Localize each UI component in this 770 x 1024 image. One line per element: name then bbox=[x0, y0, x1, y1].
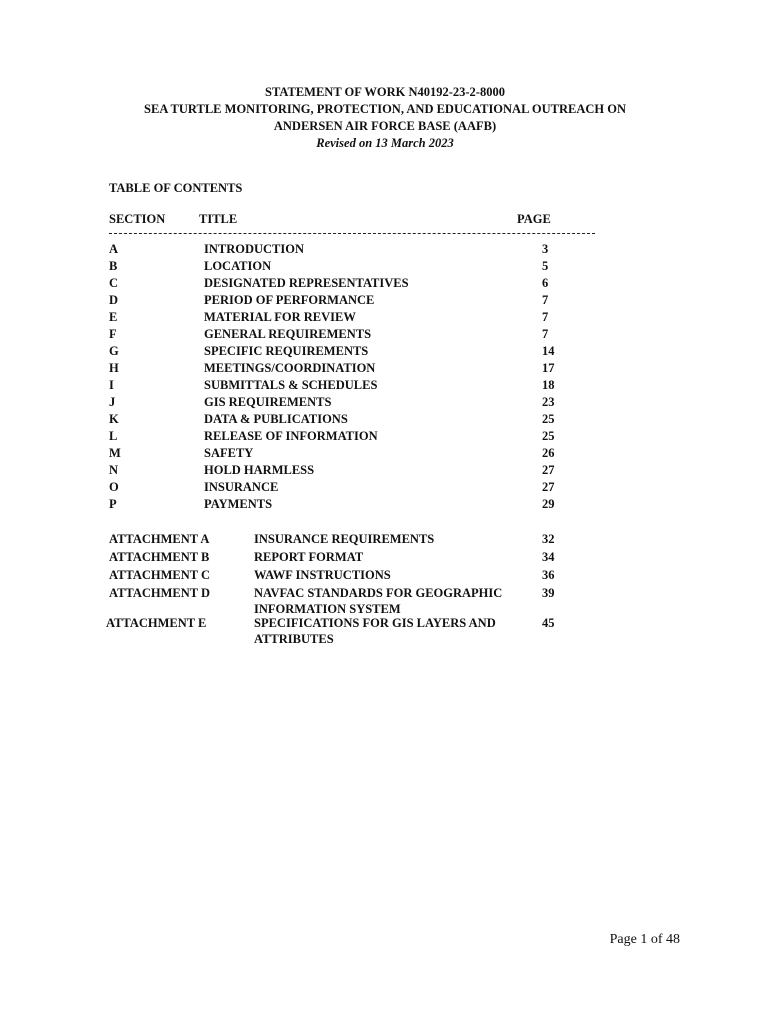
toc-section-title: MEETINGS/COORDINATION bbox=[204, 361, 376, 375]
toc-section-letter: P bbox=[109, 497, 117, 511]
toc-section-title: PERIOD OF PERFORMANCE bbox=[204, 293, 375, 307]
toc-row bbox=[0, 344, 770, 361]
toc-section-title: SPECIFIC REQUIREMENTS bbox=[204, 344, 369, 358]
attachment-page: 39 bbox=[542, 586, 555, 600]
toc-section-letter: L bbox=[109, 429, 118, 443]
toc-row bbox=[0, 259, 770, 276]
page-number: Page 1 of 48 bbox=[609, 932, 680, 947]
toc-section-page: 25 bbox=[542, 412, 555, 426]
toc-section-letter: N bbox=[109, 463, 119, 477]
attachment-title: WAWF INSTRUCTIONS bbox=[254, 568, 391, 582]
attachment-label: ATTACHMENT D bbox=[109, 586, 211, 600]
toc-section-letter: M bbox=[109, 446, 121, 460]
toc-section-page: 14 bbox=[542, 344, 555, 358]
toc-section-letter: H bbox=[109, 361, 119, 375]
attachment-title: NAVFAC STANDARDS FOR GEOGRAPHIC INFORMATION SYSTEM bbox=[254, 586, 503, 616]
section-column-header: SECTION bbox=[109, 212, 166, 226]
toc-section-letter: E bbox=[109, 310, 118, 324]
sow-number: STATEMENT OF WORK N40192-23-2-8000 bbox=[265, 85, 505, 99]
toc-section-title: DESIGNATED REPRESENTATIVES bbox=[204, 276, 409, 290]
toc-row bbox=[0, 412, 770, 429]
attachment-page: 36 bbox=[542, 568, 555, 582]
toc-section-page: 27 bbox=[542, 480, 555, 494]
toc-section-title: INSURANCE bbox=[204, 480, 279, 494]
toc-row bbox=[0, 378, 770, 395]
toc-section-page: 7 bbox=[542, 327, 549, 341]
toc-section-title: PAYMENTS bbox=[204, 497, 273, 511]
toc-section-letter: F bbox=[109, 327, 117, 341]
toc-section-letter: I bbox=[109, 378, 114, 392]
toc-section-title: MATERIAL FOR REVIEW bbox=[204, 310, 356, 324]
toc-row bbox=[0, 463, 770, 480]
toc-section-title: GENERAL REQUIREMENTS bbox=[204, 327, 372, 341]
attachment-label: ATTACHMENT B bbox=[109, 550, 210, 564]
toc-section-letter: D bbox=[109, 293, 119, 307]
toc-section-letter: A bbox=[109, 242, 119, 256]
toc-row bbox=[0, 497, 770, 514]
header-divider bbox=[109, 233, 595, 234]
attachment-label: ATTACHMENT C bbox=[109, 568, 211, 582]
attachment-title: REPORT FORMAT bbox=[254, 550, 364, 564]
toc-section-letter: C bbox=[109, 276, 119, 290]
toc-section-title: SUBMITTALS & SCHEDULES bbox=[204, 378, 378, 392]
attachment-title: INSURANCE REQUIREMENTS bbox=[254, 532, 435, 546]
toc-row bbox=[0, 242, 770, 259]
toc-section-list bbox=[0, 242, 770, 514]
toc-section-title: HOLD HARMLESS bbox=[204, 463, 315, 477]
toc-row bbox=[0, 310, 770, 327]
toc-section-page: 18 bbox=[542, 378, 555, 392]
toc-section-title: INTRODUCTION bbox=[204, 242, 305, 256]
toc-section-letter: J bbox=[109, 395, 116, 409]
toc-row bbox=[0, 480, 770, 497]
toc-section-page: 25 bbox=[542, 429, 555, 443]
attachment-page: 34 bbox=[542, 550, 555, 564]
toc-section-title: LOCATION bbox=[204, 259, 272, 273]
toc-heading: TABLE OF CONTENTS bbox=[109, 181, 243, 195]
attachment-page: 32 bbox=[542, 532, 555, 546]
toc-row bbox=[0, 395, 770, 412]
page-column-header: PAGE bbox=[517, 212, 551, 226]
toc-section-letter: K bbox=[109, 412, 119, 426]
toc-section-page: 7 bbox=[542, 310, 549, 324]
toc-section-letter: G bbox=[109, 344, 119, 358]
toc-section-title: RELEASE OF INFORMATION bbox=[204, 429, 378, 443]
attachment-label: ATTACHMENT A bbox=[109, 532, 210, 546]
toc-section-page: 17 bbox=[542, 361, 555, 375]
toc-section-title: GIS REQUIREMENTS bbox=[204, 395, 332, 409]
toc-section-page: 6 bbox=[542, 276, 549, 290]
title-column-header: TITLE bbox=[199, 212, 238, 226]
toc-section-letter: O bbox=[109, 480, 119, 494]
toc-row bbox=[0, 276, 770, 293]
toc-section-page: 27 bbox=[542, 463, 555, 477]
toc-section-page: 26 bbox=[542, 446, 555, 460]
attachment-title: SPECIFICATIONS FOR GIS LAYERS AND ATTRIBUTES bbox=[254, 616, 496, 646]
attachment-label: ATTACHMENT E bbox=[106, 616, 207, 630]
revision-date: Revised on 13 March 2023 bbox=[316, 136, 454, 150]
toc-row bbox=[0, 293, 770, 310]
toc-section-page: 3 bbox=[542, 242, 549, 256]
toc-row bbox=[0, 446, 770, 463]
toc-row bbox=[0, 429, 770, 446]
toc-section-page: 29 bbox=[542, 497, 555, 511]
project-title-line-1: SEA TURTLE MONITORING, PROTECTION, AND EDUCATIONAL OUTREACH ON bbox=[144, 102, 626, 116]
document-header bbox=[0, 84, 770, 152]
project-title-line-2: ANDERSEN AIR FORCE BASE (AAFB) bbox=[273, 119, 497, 133]
toc-section-title: DATA & PUBLICATIONS bbox=[204, 412, 348, 426]
attachment-page: 45 bbox=[542, 616, 555, 630]
toc-section-page: 23 bbox=[542, 395, 555, 409]
toc-section-title: SAFETY bbox=[204, 446, 254, 460]
toc-row bbox=[0, 361, 770, 378]
toc-section-page: 5 bbox=[542, 259, 549, 273]
toc-row bbox=[0, 327, 770, 344]
toc-section-letter: B bbox=[109, 259, 118, 273]
toc-section-page: 7 bbox=[542, 293, 549, 307]
